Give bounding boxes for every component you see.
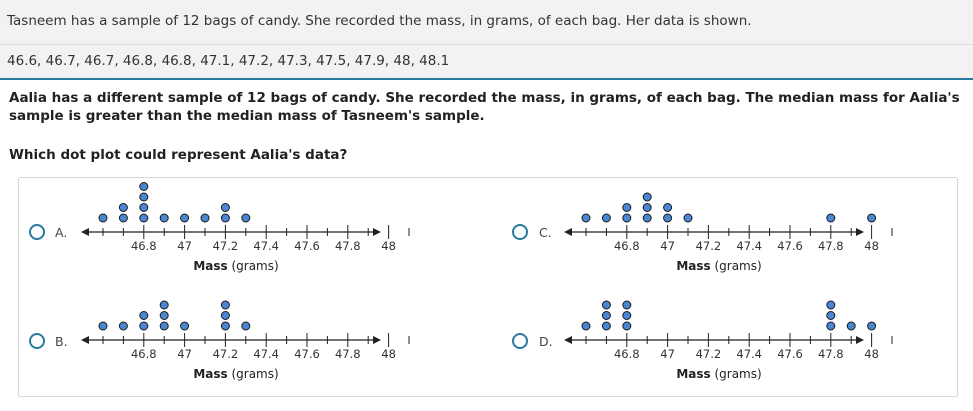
axis-arrow-right [856,336,864,344]
data-dot [221,214,229,222]
axis-title-bold: Mass [193,259,228,273]
data-dot [602,214,610,222]
data-dot [664,214,672,222]
tick-label: 47.2 [695,239,722,253]
data-dot [643,193,651,201]
axis-title-unit: (grams) [710,367,762,381]
tick-label: 47 [177,239,192,253]
radio-button[interactable] [29,224,45,240]
tick-label: 47.6 [294,239,320,253]
data-dot [582,322,590,330]
data-dot [664,204,672,212]
choice-letter: C. [539,225,552,240]
data-dot [221,301,229,309]
axis-arrow-left [81,228,89,236]
radio-button[interactable] [512,224,528,240]
data-dot [602,312,610,320]
data-dot [868,322,876,330]
tick-label: 47.6 [294,347,320,361]
axis-title [193,259,278,273]
radio-button[interactable] [512,333,528,349]
stimulus-intro: Tasneem has a sample of 12 bags of candy. She recorded the mass, in grams, of each bag. Her data is shown. [7,13,752,29]
axis-title [676,367,761,381]
axis-title-bold: Mass [193,367,228,381]
tick-label: 47.4 [253,347,280,361]
data-dot [623,301,631,309]
data-dot [140,312,148,320]
axis-arrow-left [564,336,572,344]
tick-label: 46.8 [130,347,157,361]
data-dot [684,214,692,222]
axis-title-unit: (grams) [710,259,762,273]
data-dot [160,312,168,320]
tick-label: 46.8 [613,347,640,361]
axis-title-unit: (grams) [227,259,279,273]
axis-title-bold: Mass [676,259,711,273]
tick-label: 48 [381,347,396,361]
data-dot [160,322,168,330]
data-dot [623,312,631,320]
stimulus-data-list: 46.6, 46.7, 46.7, 46.8, 46.8, 47.1, 47.2, 47.3, 47.5, 47.9, 48, 48.1 [7,53,450,69]
axis-title-unit: (grams) [227,367,279,381]
data-dot [119,322,127,330]
data-dot [140,322,148,330]
tick-label: 47.4 [736,347,763,361]
data-dot [643,214,651,222]
data-dot [602,301,610,309]
question-prompt: Aalia has a different sample of 12 bags of candy. She recorded the mass, in grams, of each bag. The median mass for Aalia's sample is greater than the median mass of Tasneem's sample. [9,90,960,124]
axis-title [676,259,761,273]
dot-plot-a [76,180,396,280]
data-dot [242,214,250,222]
axis-arrow-right [373,336,381,344]
tick-label: 47.2 [212,347,239,361]
tick-label: 47.4 [253,239,280,253]
data-dot [242,322,250,330]
data-dot [827,322,835,330]
data-dot [99,214,107,222]
data-dot [868,214,876,222]
tick-label: 46.8 [613,239,640,253]
data-dot [160,214,168,222]
data-dot [181,214,189,222]
tick-label: 46.8 [130,239,157,253]
data-dot [140,183,148,191]
tick-label: 47.2 [695,347,722,361]
data-dot [160,301,168,309]
choice-letter: D. [539,334,553,349]
axis-arrow-left [81,336,89,344]
tick-label: 48 [864,239,879,253]
data-dot [140,214,148,222]
data-dot [221,312,229,320]
tick-label: 47.8 [334,239,361,253]
stimulus-panel [0,0,973,80]
data-dot [582,214,590,222]
tick-label: 47 [177,347,192,361]
tick-label: 47.8 [817,239,844,253]
data-dot [119,214,127,222]
tick-label: 47 [660,347,675,361]
data-dot [827,214,835,222]
data-dot [827,301,835,309]
tick-label: 47.8 [334,347,361,361]
tick-label: 47.8 [817,347,844,361]
tick-label: 48 [381,239,396,253]
axis-arrow-left [564,228,572,236]
stimulus-divider [0,44,973,45]
radio-button[interactable] [29,333,45,349]
data-dot [221,204,229,212]
axis-arrow-right [856,228,864,236]
tick-label: 47.2 [212,239,239,253]
data-dot [623,204,631,212]
data-dot [99,322,107,330]
data-dot [119,204,127,212]
data-dot [827,312,835,320]
data-dot [623,214,631,222]
tick-label: 47.6 [777,347,803,361]
axis-title-bold: Mass [676,367,711,381]
data-dot [201,214,209,222]
axis-title [193,367,278,381]
data-dot [140,193,148,201]
data-dot [140,204,148,212]
choice-letter: A. [55,225,68,240]
data-dot [623,322,631,330]
dot-plot-d [559,288,879,388]
data-dot [221,322,229,330]
tick-label: 47 [660,239,675,253]
question-ask: Which dot plot could represent Aalia's data? [9,147,348,163]
tick-label: 47.6 [777,239,803,253]
data-dot [847,322,855,330]
choice-letter: B. [55,334,68,349]
tick-label: 48 [864,347,879,361]
dot-plot-c [559,180,879,280]
axis-arrow-right [373,228,381,236]
data-dot [602,322,610,330]
data-dot [643,204,651,212]
tick-label: 47.4 [736,239,763,253]
data-dot [181,322,189,330]
dot-plot-b [76,288,396,388]
